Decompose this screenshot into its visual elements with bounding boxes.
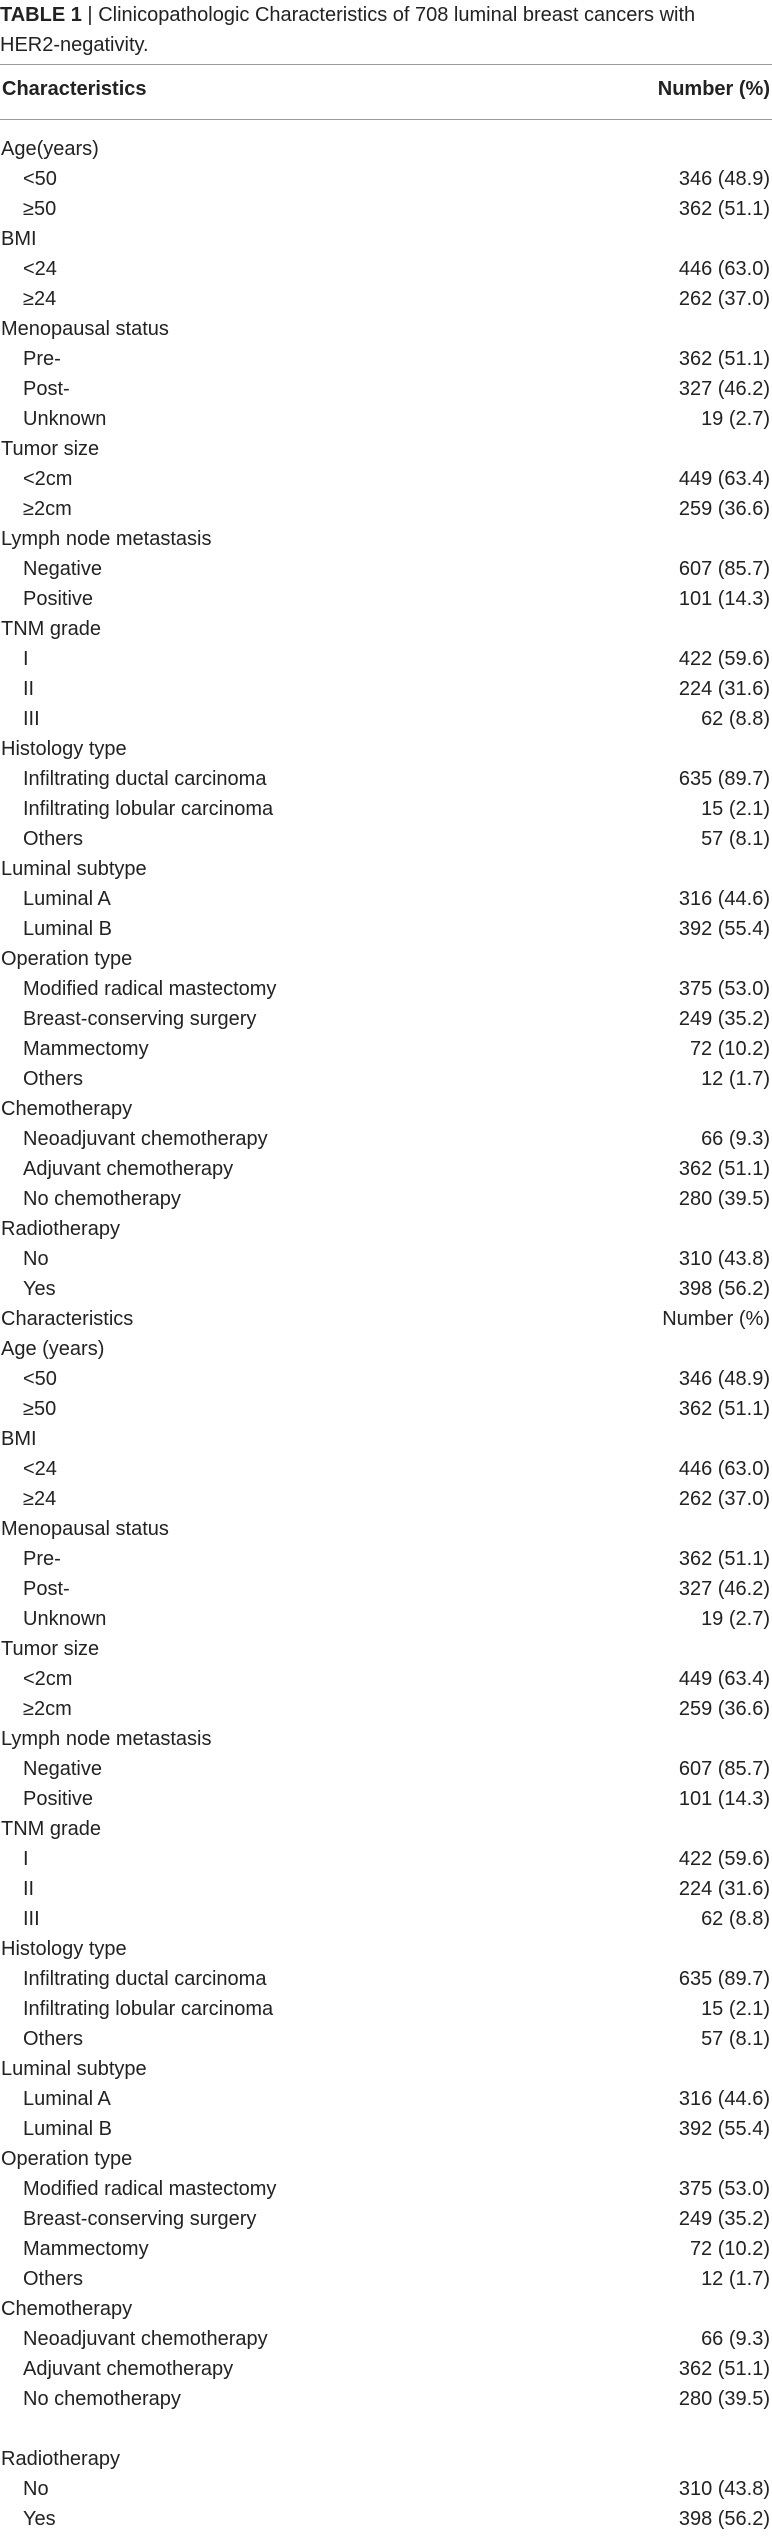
table-row	[0, 1034, 772, 1064]
row-label: Menopausal status	[1, 1518, 169, 1540]
table-row	[0, 1994, 772, 2024]
row-value: 19 (2.7)	[701, 408, 770, 430]
row-value: 259 (36.6)	[678, 1698, 770, 1720]
row-value: 375 (53.0)	[678, 978, 770, 1000]
table-group-row	[0, 944, 772, 974]
row-value: 635 (89.7)	[678, 768, 770, 790]
row-label: Neoadjuvant chemotherapy	[23, 2328, 268, 2350]
row-label: ≥24	[23, 288, 57, 310]
table-row	[0, 1064, 772, 1094]
row-value: 392 (55.4)	[678, 2118, 770, 2140]
table-row	[0, 2474, 772, 2504]
table-row	[0, 674, 772, 704]
row-label: Tumor size	[1, 1638, 100, 1660]
row-label: ≥50	[23, 198, 57, 220]
table-row	[0, 254, 772, 284]
row-label: Breast-conserving surgery	[23, 2208, 257, 2230]
table-group-row	[0, 1934, 772, 1964]
table-group-row	[0, 524, 772, 554]
row-label: Post-	[23, 378, 70, 400]
table-row	[0, 1754, 772, 1784]
row-value: 249 (35.2)	[678, 2208, 770, 2230]
table-group-row	[0, 134, 772, 164]
table-row	[0, 644, 772, 674]
table-row	[0, 1784, 772, 1814]
table-row	[0, 554, 772, 584]
row-label: III	[23, 708, 40, 730]
row-label: No	[23, 1248, 49, 1270]
row-label: Luminal B	[23, 918, 112, 940]
row-label: II	[23, 1878, 35, 1900]
table-row	[0, 1904, 772, 1934]
table-row	[0, 584, 772, 614]
table-row	[0, 2504, 772, 2534]
table-group-row	[0, 1214, 772, 1244]
table-group-row	[0, 734, 772, 764]
table-row	[0, 164, 772, 194]
row-label: <50	[23, 1368, 57, 1390]
table-row	[0, 1694, 772, 1724]
row-label: Mammectomy	[23, 1038, 149, 1060]
row-label: Post-	[23, 1578, 70, 1600]
row-label: Histology type	[1, 738, 127, 760]
table-row	[0, 824, 772, 854]
row-value: 346 (48.9)	[678, 168, 770, 190]
row-value: 62 (8.8)	[701, 708, 770, 730]
row-label: Mammectomy	[23, 2238, 149, 2260]
table-row	[0, 1874, 772, 1904]
table-row	[0, 1604, 772, 1634]
table-row	[0, 194, 772, 224]
row-value: 449 (63.4)	[678, 468, 770, 490]
row-label: No	[23, 2478, 49, 2500]
row-label: III	[23, 1908, 40, 1930]
row-value: 362 (51.1)	[678, 198, 770, 220]
row-label: ≥2cm	[23, 1698, 72, 1720]
table-row	[0, 344, 772, 374]
caption-text-line1: Clinicopathologic Characteristics of 708 luminal breast cancers with	[98, 4, 696, 26]
table-group-row	[0, 1724, 772, 1754]
row-label: Negative	[23, 558, 102, 580]
row-value: 310 (43.8)	[678, 1248, 770, 1270]
row-label: Chemotherapy	[1, 1098, 133, 1120]
table-row	[0, 884, 772, 914]
table-group-row	[0, 1304, 772, 1334]
header-number: Number (%)	[657, 78, 770, 100]
table-row	[0, 1154, 772, 1184]
table-row	[0, 2114, 772, 2144]
row-value: 327 (46.2)	[678, 1578, 770, 1600]
row-label: Luminal A	[23, 2088, 111, 2110]
row-value: 422 (59.6)	[678, 648, 770, 670]
row-label: Unknown	[23, 1608, 107, 1630]
table-row	[0, 1364, 772, 1394]
row-value: 15 (2.1)	[701, 1998, 770, 2020]
row-label: Modified radical mastectomy	[23, 978, 277, 1000]
row-label: Infiltrating lobular carcinoma	[23, 798, 274, 820]
table-row	[0, 2204, 772, 2234]
row-value: 15 (2.1)	[701, 798, 770, 820]
row-value: 362 (51.1)	[678, 348, 770, 370]
row-value: 446 (63.0)	[678, 258, 770, 280]
row-label: <24	[23, 258, 57, 280]
row-value: 72 (10.2)	[689, 1038, 770, 1060]
row-value: 12 (1.7)	[701, 1068, 770, 1090]
table-row	[0, 914, 772, 944]
row-value: 249 (35.2)	[678, 1008, 770, 1030]
row-value: 422 (59.6)	[678, 1848, 770, 1870]
row-label: Positive	[23, 1788, 94, 1810]
row-value: 12 (1.7)	[701, 2268, 770, 2290]
row-label: ≥50	[23, 1398, 57, 1420]
row-label: Modified radical mastectomy	[23, 2178, 277, 2200]
row-label: Lymph node metastasis	[1, 528, 212, 550]
row-label: Luminal subtype	[1, 2058, 147, 2080]
row-value: 607 (85.7)	[678, 558, 770, 580]
row-label: Others	[23, 2268, 84, 2290]
table-row	[0, 1574, 772, 1604]
row-value: 449 (63.4)	[678, 1668, 770, 1690]
row-label: No chemotherapy	[23, 2388, 181, 2410]
table-row	[0, 1664, 772, 1694]
row-label: II	[23, 678, 35, 700]
table-row	[0, 2174, 772, 2204]
row-label: Tumor size	[1, 438, 100, 460]
row-label: Luminal A	[23, 888, 111, 910]
row-label: <24	[23, 1458, 57, 1480]
table-row	[0, 2264, 772, 2294]
table-row	[0, 2354, 772, 2384]
row-label: <2cm	[23, 468, 73, 490]
row-label: TNM grade	[1, 618, 102, 640]
table-row	[0, 974, 772, 1004]
row-label: Luminal B	[23, 2118, 112, 2140]
row-label: Infiltrating lobular carcinoma	[23, 1998, 274, 2020]
table-row	[0, 284, 772, 314]
table-group-row	[0, 2444, 772, 2474]
row-label: Yes	[23, 2508, 56, 2530]
row-value: 262 (37.0)	[678, 288, 770, 310]
table-group-row	[0, 314, 772, 344]
row-label: No chemotherapy	[23, 1188, 181, 1210]
table-group-row	[0, 1514, 772, 1544]
row-value: 446 (63.0)	[678, 1458, 770, 1480]
row-value: 280 (39.5)	[678, 1188, 770, 1210]
table-row	[0, 764, 772, 794]
row-value: 224 (31.6)	[678, 678, 770, 700]
row-value: 362 (51.1)	[678, 1398, 770, 1420]
row-label: Unknown	[23, 408, 107, 430]
table-row	[0, 1124, 772, 1154]
row-value: 101 (14.3)	[678, 1788, 770, 1810]
row-value: 280 (39.5)	[678, 2388, 770, 2410]
row-value: 327 (46.2)	[678, 378, 770, 400]
row-label: ≥24	[23, 1488, 57, 1510]
caption-label: TABLE 1	[0, 4, 82, 26]
table-group-row	[0, 1094, 772, 1124]
table-header	[0, 64, 772, 119]
header-rule	[0, 119, 772, 120]
row-value: 101 (14.3)	[678, 588, 770, 610]
caption-separator: |	[87, 4, 93, 26]
table-row	[0, 2384, 772, 2414]
row-value: 375 (53.0)	[678, 2178, 770, 2200]
row-value: Number (%)	[662, 1308, 770, 1330]
row-label: BMI	[1, 1428, 37, 1450]
row-label: Positive	[23, 588, 94, 610]
table-row	[0, 1004, 772, 1034]
row-label: Pre-	[23, 348, 61, 370]
table-row	[0, 1244, 772, 1274]
row-label: Breast-conserving surgery	[23, 1008, 257, 1030]
row-label: Age(years)	[1, 138, 99, 160]
table-row	[0, 1544, 772, 1574]
row-label: Age (years)	[1, 1338, 105, 1360]
row-value: 259 (36.6)	[678, 498, 770, 520]
row-label: Pre-	[23, 1548, 61, 1570]
row-label: BMI	[1, 228, 37, 250]
row-value: 19 (2.7)	[701, 1608, 770, 1630]
row-value: 310 (43.8)	[678, 2478, 770, 2500]
table-row	[0, 1844, 772, 1874]
table-row	[0, 494, 772, 524]
table-group-row	[0, 224, 772, 254]
table-row	[0, 1484, 772, 1514]
row-value: 57 (8.1)	[701, 2028, 770, 2050]
row-value: 262 (37.0)	[678, 1488, 770, 1510]
table-row	[0, 2024, 772, 2054]
row-label: Neoadjuvant chemotherapy	[23, 1128, 268, 1150]
table-row	[0, 1454, 772, 1484]
row-label: Adjuvant chemotherapy	[23, 1158, 234, 1180]
table-group-row	[0, 2144, 772, 2174]
row-label: Luminal subtype	[1, 858, 147, 880]
row-value: 607 (85.7)	[678, 1758, 770, 1780]
table-row	[0, 1274, 772, 1304]
row-value: 398 (56.2)	[678, 2508, 770, 2530]
row-value: 316 (44.6)	[678, 888, 770, 910]
row-label: Adjuvant chemotherapy	[23, 2358, 234, 2380]
row-label: Operation type	[1, 948, 133, 970]
row-label: Operation type	[1, 2148, 133, 2170]
table-group-row	[0, 614, 772, 644]
row-label: Chemotherapy	[1, 2298, 133, 2320]
table-row	[0, 2324, 772, 2354]
row-value: 392 (55.4)	[678, 918, 770, 940]
table-group-row	[0, 1424, 772, 1454]
table-group-row	[0, 1814, 772, 1844]
row-value: 62 (8.8)	[701, 1908, 770, 1930]
row-label: ≥2cm	[23, 498, 72, 520]
row-label: TNM grade	[1, 1818, 102, 1840]
table-group-row	[0, 434, 772, 464]
row-label: <50	[23, 168, 57, 190]
row-value: 66 (9.3)	[701, 1128, 770, 1150]
table-row	[0, 2084, 772, 2114]
table-row	[0, 374, 772, 404]
row-value: 362 (51.1)	[678, 1158, 770, 1180]
table-group-row	[0, 2054, 772, 2084]
table-row	[0, 1184, 772, 1214]
table-row	[0, 1394, 772, 1424]
table-row	[0, 464, 772, 494]
row-label: Lymph node metastasis	[1, 1728, 212, 1750]
row-value: 635 (89.7)	[678, 1968, 770, 1990]
row-label: Others	[23, 1068, 84, 1090]
row-label: Negative	[23, 1758, 102, 1780]
table-group-row	[0, 2294, 772, 2324]
table-row	[0, 2234, 772, 2264]
row-label: Histology type	[1, 1938, 127, 1960]
table-group-row	[0, 1634, 772, 1664]
row-label: Infiltrating ductal carcinoma	[23, 768, 267, 790]
table-row	[0, 404, 772, 434]
row-label: <2cm	[23, 1668, 73, 1690]
table-caption	[0, 0, 765, 60]
row-value: 316 (44.6)	[678, 2088, 770, 2110]
row-value: 346 (48.9)	[678, 1368, 770, 1390]
row-value: 398 (56.2)	[678, 1278, 770, 1300]
row-label: Menopausal status	[1, 318, 169, 340]
table-row	[0, 704, 772, 734]
table-group-row	[0, 854, 772, 884]
table-row	[0, 794, 772, 824]
row-value: 362 (51.1)	[678, 1548, 770, 1570]
row-label: Radiotherapy	[1, 2448, 120, 2470]
row-label: Yes	[23, 1278, 56, 1300]
row-label: Others	[23, 2028, 84, 2050]
row-label: Infiltrating ductal carcinoma	[23, 1968, 267, 1990]
header-characteristics: Characteristics	[2, 78, 147, 100]
table-group-row	[0, 1334, 772, 1364]
row-label: I	[23, 648, 29, 670]
row-value: 224 (31.6)	[678, 1878, 770, 1900]
row-value: 362 (51.1)	[678, 2358, 770, 2380]
table-row	[0, 1964, 772, 1994]
caption-text-line2: HER2-negativity.	[0, 34, 149, 56]
row-label: Radiotherapy	[1, 1218, 120, 1240]
row-value: 57 (8.1)	[701, 828, 770, 850]
row-label: Characteristics	[1, 1308, 134, 1330]
row-label: Others	[23, 828, 84, 850]
row-value: 72 (10.2)	[689, 2238, 770, 2260]
row-label: I	[23, 1848, 29, 1870]
row-value: 66 (9.3)	[701, 2328, 770, 2350]
